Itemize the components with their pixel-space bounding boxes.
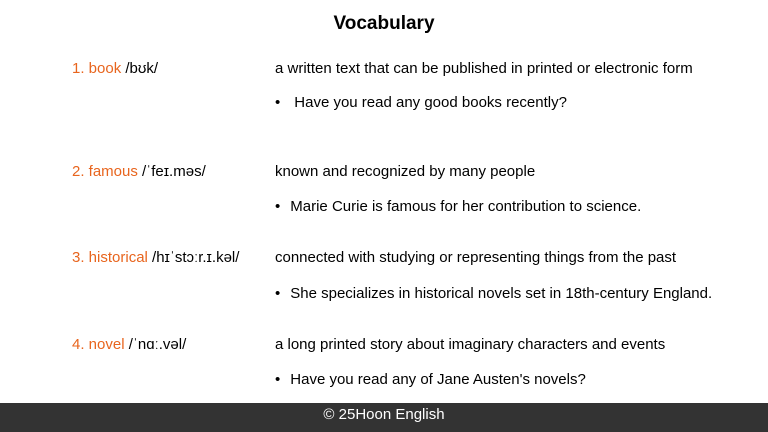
vocab-term [72, 59, 158, 79]
vocab-definition: known and recognized by many people [275, 163, 536, 180]
vocab-pronunciation: /hɪˈstɔːr.ɪ.kəl/ [152, 249, 240, 266]
vocab-word: 4. novel [72, 336, 125, 353]
bullet-icon: • [275, 198, 281, 215]
vocab-definition: a written text that can be published in printed or electronic form [275, 60, 693, 77]
vocab-word: 3. historical [72, 249, 148, 266]
page-title: Vocabulary [333, 13, 435, 34]
vocab-term [72, 248, 239, 268]
vocab-pronunciation: /ˈfeɪ.məs/ [142, 163, 206, 180]
vocab-example-text: Marie Curie is famous for her contribution to science. [290, 198, 642, 215]
vocab-example-text: She specializes in historical novels set in 18th-century England. [290, 285, 713, 302]
vocab-example [275, 197, 641, 217]
vocab-definition: connected with studying or representing things from the past [275, 249, 677, 266]
vocab-definition: a long printed story about imaginary characters and events [275, 336, 666, 353]
vocab-example [275, 93, 567, 113]
vocab-example [275, 370, 586, 390]
vocab-pronunciation: /ˈnɑː.vəl/ [128, 336, 187, 353]
footer-copyright: © 25Hoon English [0, 403, 768, 432]
vocab-example [275, 284, 712, 304]
vocab-term [72, 162, 206, 182]
vocab-term [72, 335, 186, 355]
vocab-example-text: Have you read any of Jane Austen's novels? [290, 371, 586, 388]
vocab-word: 2. famous [72, 163, 138, 180]
vocab-pronunciation: /bʊk/ [125, 60, 159, 77]
vocab-word: 1. book [72, 60, 122, 77]
bullet-icon: • [275, 371, 281, 388]
bullet-icon: • [275, 285, 281, 302]
vocab-example-text: Have you read any good books recently? [294, 94, 567, 111]
bullet-icon: • [275, 94, 281, 111]
